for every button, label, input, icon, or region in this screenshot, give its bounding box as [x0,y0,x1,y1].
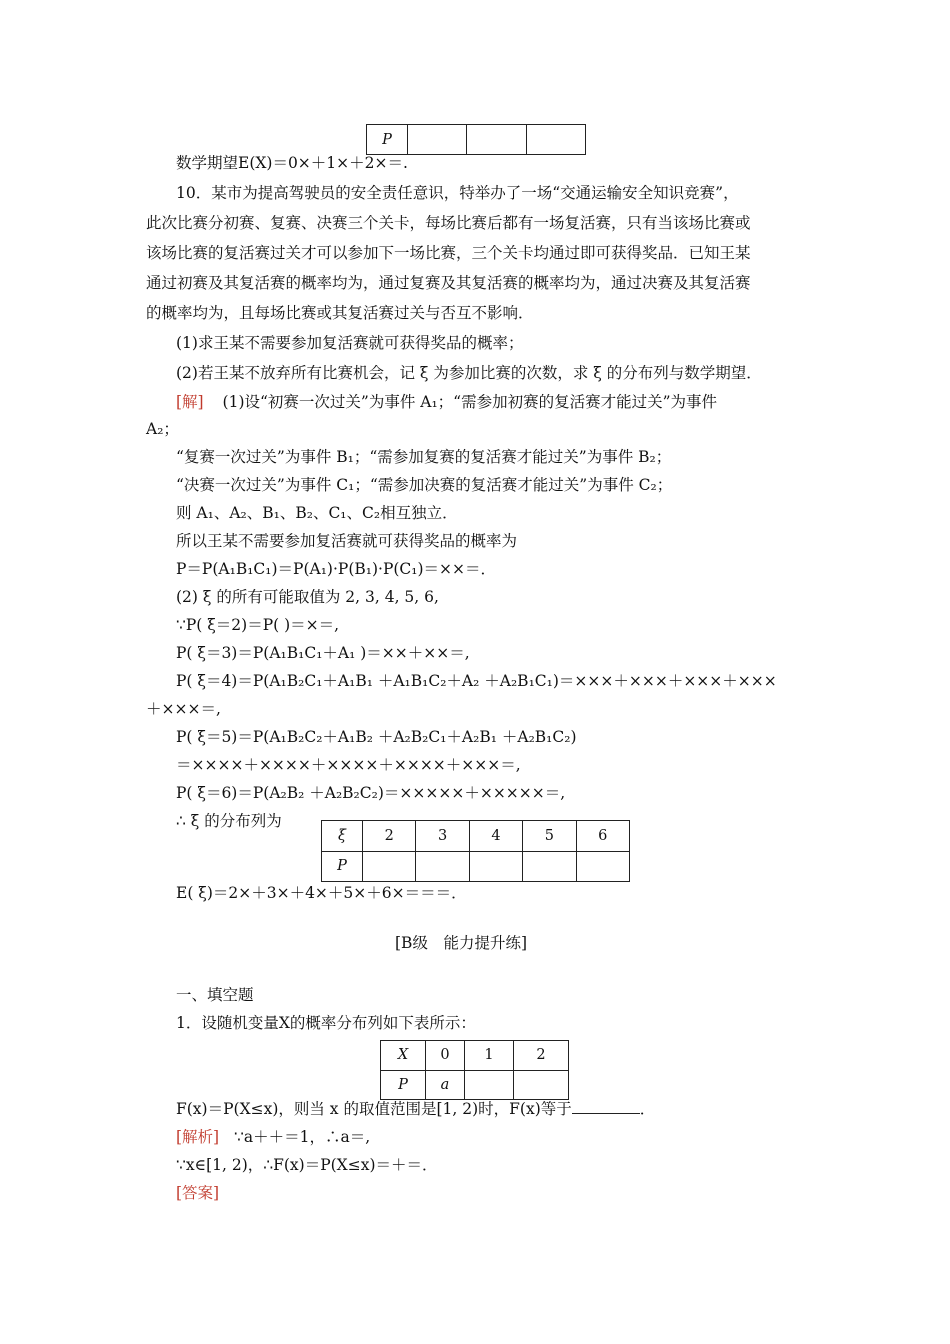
solution-line-12: P( ξ＝5)＝P(A₁B₂C₂＋A₁B₂ ＋A₂B₂C₁＋A₂B₁ ＋A₂B₁C₂) [176,728,577,746]
solution-text: (1)设“初赛一次过关”为事件 A₁；“需参加初赛的复活赛才能过关”为事件 [222,393,718,411]
solution-line-2: “复赛一次过关”为事件 B₁；“需参加复赛的复活赛才能过关”为事件 B₂； [176,448,672,466]
analysis-line-1 [176,1126,370,1148]
solution-line-13: ＝××××＋××××＋××××＋××××＋×××＝, [176,756,521,774]
table-cell: 4 [469,821,522,852]
q10-line-5: 的概率均为，且每场比赛或其复活赛过关与否互不影响． [146,304,534,322]
solution-line-1b: A₂； [146,420,179,438]
question-text: F(x)＝P(X≤x)，则当 x 的取值范围是[1, 2)时，F(x)等于 [176,1100,572,1118]
table-cell [526,125,585,155]
xi-distribution-table [321,820,630,882]
table-cell [576,851,629,882]
table-row [381,1041,569,1071]
q10-part-2: (2)若王某不放弃所有比赛机会，记 ξ 为参加比赛的次数，求 ξ 的分布列与数学期望． [176,364,762,382]
q10-part-1: (1)求王某不需要参加复活赛就可获得奖品的概率； [176,334,524,352]
q10-line-3: 该场比赛的复活赛过关才可以参加下一场比赛，三个关卡均通过即可获得奖品．已知王某 [146,244,751,262]
table-cell: 2 [514,1041,569,1071]
answer-blank [572,1098,640,1114]
solution-line-8: ∵P( ξ＝2)＝P( )＝×＝, [176,616,340,634]
table-cell [514,1070,569,1100]
table-cell: ξ [322,821,363,852]
analysis-line-2: ∵x∈[1, 2)，∴F(x)＝P(X≤x)＝＋＝． [176,1156,438,1174]
table-cell: 2 [363,821,416,852]
answer-tag: [答案] [176,1184,220,1202]
solution-line-4: 则 A₁、A₂、B₁、B₂、C₁、C₂相互独立． [176,504,458,522]
table-cell: P [381,1070,426,1100]
table-row [322,851,630,882]
solution-line-9: P( ξ＝3)＝P(A₁B₁C₁＋A₁ )＝××＋××＝, [176,644,470,662]
solution-line-11: ＋×××＝, [146,700,221,718]
section-b-title: [B级 能力提升练] [395,934,527,952]
table-cell: X [381,1041,426,1071]
table-cell: 1 [465,1041,514,1071]
top-expectation: 数学期望E(X)＝0×＋1×＋2×＝. [176,154,408,172]
top-distribution-table [366,124,586,155]
table-cell [467,125,526,155]
table-cell [465,1070,514,1100]
section-b-question-1-line-2 [176,1098,655,1120]
table-row [322,821,630,852]
solution-tag: [解] [176,393,204,411]
table-cell: P [322,851,363,882]
solution-line-1 [176,391,717,413]
table-row [367,125,586,155]
table-row [381,1070,569,1100]
solution-line-3: “决赛一次过关”为事件 C₁；“需参加决赛的复活赛才能过关”为事件 C₂； [176,476,673,494]
table-cell: 5 [523,821,576,852]
section-b-question-1: 1．设随机变量X的概率分布列如下表所示： [176,1014,476,1032]
table-cell: 3 [416,821,469,852]
q10-line-2: 此次比赛分初赛、复赛、决赛三个关卡，每场比赛后都有一场复活赛，只有当该场比赛或 [146,214,751,232]
section-b-heading: 一、填空题 [176,986,254,1004]
solution-line-10: P( ξ＝4)＝P(A₁B₂C₁＋A₁B₁ ＋A₁B₁C₂＋A₂ ＋A₂B₁C₁)＝×××＋×××＋×××＋××× [176,672,777,690]
solution-line-7: (2) ξ 的所有可能取值为 2, 3, 4, 5, 6, [176,588,439,606]
solution-line-15: ∴ ξ 的分布列为 [176,812,282,830]
table-cell [363,851,416,882]
solution-line-6: P＝P(A₁B₁C₁)＝P(A₁)·P(B₁)·P(C₁)＝××＝． [176,560,497,578]
table-cell [408,125,467,155]
q10-line-1: 10．某市为提高驾驶员的安全责任意识，特举办了一场“交通运输安全知识竞赛”， [176,184,739,202]
analysis-tag: [解析] [176,1128,220,1146]
table-cell: 0 [426,1041,465,1071]
x-distribution-table [380,1040,569,1100]
q10-line-4: 通过初赛及其复活赛的概率均为，通过复赛及其复活赛的概率均为，通过决赛及其复活赛 [146,274,751,292]
table-cell: P [367,125,408,155]
table-cell [469,851,522,882]
table-cell [523,851,576,882]
solution-line-5: 所以王某不需要参加复活赛就可获得奖品的概率为 [176,532,518,550]
table-cell: 6 [576,821,629,852]
analysis-text: ∵a＋＋＝1，∴a＝, [234,1128,371,1146]
solution-expectation: E( ξ)＝2×＋3×＋4×＋5×＋6×＝＝＝． [176,884,467,902]
table-cell [416,851,469,882]
question-text-end: ． [639,1100,656,1118]
solution-line-14: P( ξ＝6)＝P(A₂B₂ ＋A₂B₂C₂)＝×××××＋×××××＝, [176,784,566,802]
table-cell: a [426,1070,465,1100]
